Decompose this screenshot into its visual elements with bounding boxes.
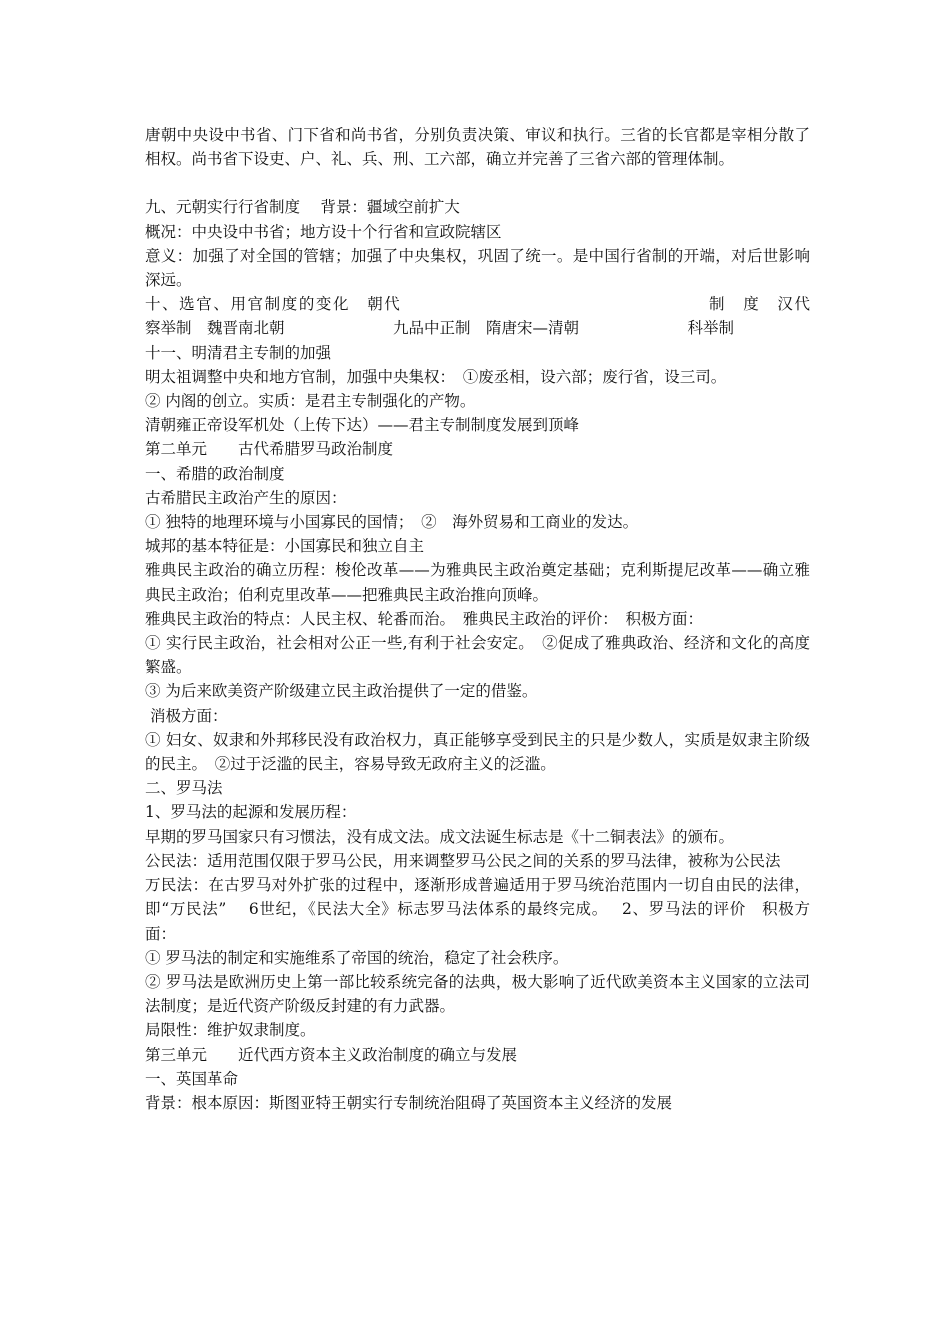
heading-english-revolution: 一、英国革命 — [145, 1069, 239, 1088]
heading-roman-law: 二、罗马法 — [145, 779, 223, 798]
paragraph-negative-points: ① 妇女、奴隶和外邦移民没有政治权力，真正能够享受到民主的只是少数人，实质是奴隶主阶级的民主。 ②过于泛滥的民主，容易导致无政府主义的泛滥。 — [145, 730, 810, 774]
paragraph-limitation: 局限性：维护奴隶制度。 — [145, 1021, 316, 1040]
paragraph-roman-law-origin: 1、罗马法的起源和发展历程： — [145, 803, 357, 822]
heading-unit-three: 第三单元 近代西方资本主义政治制度的确立与发展 — [145, 1045, 518, 1064]
paragraph-grand-council: 清朝雍正帝设军机处（上传下达）——君主专制制度发展到顶峰 — [145, 416, 580, 435]
blank-line — [145, 171, 810, 195]
paragraph-city-state: 城邦的基本特征是：小国寡民和独立自主 — [145, 537, 425, 556]
heading-ming-qing: 十一、明清君主专制的加强 — [145, 343, 332, 362]
paragraph-greek-democracy-causes: 古希腊民主政治产生的原因： — [145, 488, 347, 507]
paragraph-cabinet: ② 内阁的创立。实质：是君主专制强化的产物。 — [145, 392, 476, 411]
paragraph-yuan-significance: 意义：加强了对全国的管辖；加强了中央集权，巩固了统一。是中国行省制的开端，对后世影响深远。 — [145, 246, 810, 290]
paragraph-law-of-nations: 万民法：在古罗马对外扩张的过程中，逐渐形成普遍适用于罗马统治范围内一切自由民的法律，即“万民法” 6世纪，《民法大全》标志罗马法体系的最终完成。 2、罗马法的评价 积极方面： — [145, 876, 810, 943]
paragraph-roman-law-1: ① 罗马法的制定和实施维系了帝国的统治，稳定了社会秩序。 — [145, 948, 569, 967]
paragraph-positive-1-2: ① 实行民主政治，社会相对公正一些,有利于社会安定。 ②促成了雅典政治、经济和文化的高度繁盛。 — [145, 634, 810, 677]
paragraph-ming-taizu: 明太祖调整中央和地方官制，加强中央集权： ①废丞相，设六部；废行省，设三司。 — [145, 367, 727, 386]
paragraph-negative-heading: 消极方面： — [145, 706, 228, 725]
heading-greece: 一、希腊的政治制度 — [145, 464, 285, 483]
paragraph-yuan-heading: 九、元朝实行行省制度 背景：疆域空前扩大 — [145, 198, 460, 217]
heading-unit-two: 第二单元 古代希腊罗马政治制度 — [145, 440, 394, 459]
paragraph-causes-list: ① 独特的地理环境与小国寡民的国情； ② 海外贸易和工商业的发达。 — [145, 513, 639, 532]
paragraph-athens-history: 雅典民主政治的确立历程：梭伦改革——为雅典民主政治奠定基础；克利斯提尼改革——确立雅典民主政治；伯利克里改革——把雅典民主政治推向顶峰。 — [145, 561, 810, 604]
paragraph-civil-law: 公民法：适用范围仅限于罗马公民，用来调整罗马公民之间的关系的罗马法律，被称为公民法 — [145, 851, 781, 870]
paragraph-tang-three-departments: 唐朝中央设中书省、门下省和尚书省，分别负责决策、审议和执行。三省的长官都是宰相分散了相权。尚书省下设吏、户、礼、兵、刑、工六部，确立并完善了三省六部的管理体制。 — [145, 126, 810, 169]
paragraph-athens-features: 雅典民主政治的特点：人民主权、轮番而治。 雅典民主政治的评价： 积极方面： — [145, 609, 704, 628]
paragraph-positive-3: ③ 为后来欧美资产阶级建立民主政治提供了一定的借鉴。 — [145, 682, 538, 701]
paragraph-background: 背景：根本原因：斯图亚特王朝实行专制统治阻碍了英国资本主义经济的发展 — [145, 1093, 673, 1112]
paragraph-official-selection: 十、选官、用官制度的变化 朝代 制 度 汉代 察举制 魏晋南北朝 九品中正制 隋唐宋—清朝 科举制 — [145, 295, 950, 338]
paragraph-twelve-tables: 早期的罗马国家只有习惯法，没有成文法。成文法诞生标志是《十二铜表法》的颁布。 — [145, 827, 735, 846]
document-body — [145, 123, 950, 1115]
paragraph-yuan-overview: 概况：中央设中书省；地方设十个行省和宣政院辖区 — [145, 222, 502, 241]
paragraph-roman-law-2: ② 罗马法是欧洲历史上第一部比较系统完备的法典，极大影响了近代欧美资本主义国家的立法司法制度；是近代资产阶级反封建的有力武器。 — [145, 972, 810, 1016]
